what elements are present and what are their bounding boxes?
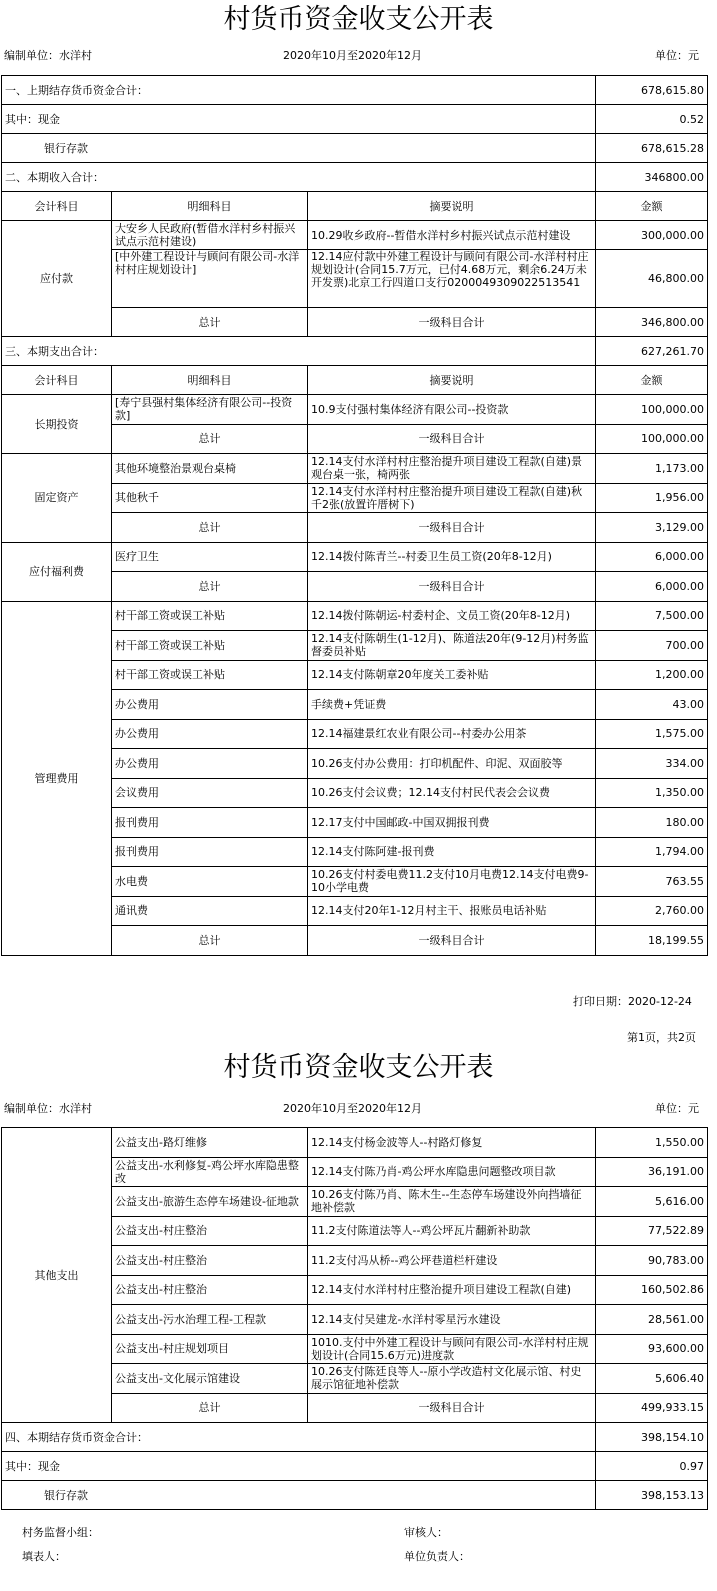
table-row — [2, 454, 708, 484]
total-amount: 499,933.15 — [596, 1393, 708, 1423]
total-desc: 一级科目合计 — [308, 308, 596, 337]
col-detail: 明细科目 — [112, 192, 308, 221]
summary-label: 四、本期结存货币资金合计： — [2, 1423, 596, 1452]
account-cell: 长期投资 — [2, 395, 112, 454]
total-desc: 一级科目合计 — [308, 513, 596, 543]
amount-cell: 1,200.00 — [596, 660, 708, 690]
amount-cell: 700.00 — [596, 631, 708, 661]
summary-row — [2, 76, 708, 105]
total-amount: 3,129.00 — [596, 513, 708, 543]
desc-cell: 10.26支付办公费用：打印机配件、印泥、双面胶等 — [308, 749, 596, 779]
summary-label: 二、本期收入合计： — [2, 163, 596, 192]
summary-row — [2, 163, 708, 192]
total-desc: 一级科目合计 — [308, 1393, 596, 1423]
desc-cell: 手续费+凭证费 — [308, 690, 596, 720]
detail-cell: 报刊费用 — [112, 808, 308, 838]
supervision-group-label: 村务监督小组： — [22, 1526, 99, 1539]
detail-cell: 大安乡人民政府(暂借水洋村乡村振兴试点示范村建设) — [112, 221, 308, 250]
account-cell: 应付福利费 — [2, 542, 112, 601]
detail-cell: 公益支出-污水治理工程-工程款 — [112, 1305, 308, 1335]
amount-cell: 46,800.00 — [596, 250, 708, 308]
amount-cell: 160,502.86 — [596, 1275, 708, 1305]
detail-cell: 公益支出-路灯维修 — [112, 1128, 308, 1158]
detail-cell: 村干部工资或误工补贴 — [112, 631, 308, 661]
desc-cell: 1010.支付中外建工程设计与顾问有限公司-水洋村村庄规划设计(合同15.6万元)进度款 — [308, 1334, 596, 1364]
desc-cell — [308, 250, 596, 308]
amount-cell: 763.55 — [596, 867, 708, 897]
print-date: 打印日期：2020-12-24 — [573, 995, 692, 1008]
page-number: 第1页，共2页 — [627, 1031, 696, 1044]
total-amount: 6,000.00 — [596, 572, 708, 602]
summary-label: 银行存款 — [2, 1481, 596, 1510]
reviewer-label: 审核人： — [404, 1526, 448, 1539]
desc-cell: 12.14福建景红农业有限公司--村委办公用茶 — [308, 719, 596, 749]
ledger-table-page1 — [1, 75, 708, 956]
col-detail: 明细科目 — [112, 366, 308, 395]
amount-cell: 334.00 — [596, 749, 708, 779]
filler-label: 填表人： — [22, 1550, 66, 1563]
summary-label: 其中：现金 — [2, 1452, 596, 1481]
summary-value: 678,615.28 — [596, 134, 708, 163]
account-cell: 管理费用 — [2, 601, 112, 955]
currency-unit: 单位：元 — [655, 1102, 699, 1115]
summary-value: 0.97 — [596, 1452, 708, 1481]
detail-cell: 公益支出-水利修复-鸡公坪水库隐患整改 — [112, 1157, 308, 1187]
desc-cell: 12.14支付吴建龙-水洋村零星污水建设 — [308, 1305, 596, 1335]
amount-cell: 90,783.00 — [596, 1246, 708, 1276]
total-desc: 一级科目合计 — [308, 572, 596, 602]
desc-cell: 12.14支付20年1-12月村主干、报账员电话补贴 — [308, 896, 596, 926]
amount-cell: 77,522.89 — [596, 1216, 708, 1246]
desc-cell: 12.14支付水洋村村庄整治提升项目建设工程款(自建) — [308, 1275, 596, 1305]
summary-value: 346800.00 — [596, 163, 708, 192]
account-cell: 应付款 — [2, 221, 112, 337]
desc-cell: 12.14支付陈阿建-报刊费 — [308, 837, 596, 867]
total-amount: 18,199.55 — [596, 926, 708, 956]
detail-cell: 公益支出-村庄整治 — [112, 1275, 308, 1305]
currency-unit: 单位：元 — [655, 49, 699, 62]
column-header-row — [2, 192, 708, 221]
detail-cell — [112, 250, 308, 308]
desc-cell: 11.2支付陈道法等人--鸡公坪瓦片翻新补助款 — [308, 1216, 596, 1246]
table-row — [2, 601, 708, 631]
other-expense-body — [2, 1128, 708, 1423]
desc-cell: 10.29收乡政府--暂借水洋村乡村振兴试点示范村建设 — [308, 221, 596, 250]
detail-cell: 办公费用 — [112, 719, 308, 749]
col-account: 会计科目 — [2, 192, 112, 221]
amount-cell: 300,000.00 — [596, 221, 708, 250]
desc-cell: 10.26支付陈廷良等人--原小学改造村文化展示馆、村史展示馆征地补偿款 — [308, 1364, 596, 1394]
summary-value: 398,153.13 — [596, 1481, 708, 1510]
table-row — [2, 1128, 708, 1158]
desc-cell: 11.2支付冯从桥--鸡公坪巷道栏杆建设 — [308, 1246, 596, 1276]
summary-label: 三、本期支出合计： — [2, 337, 596, 366]
detail-cell: 水电费 — [112, 867, 308, 897]
amount-cell: 1,794.00 — [596, 837, 708, 867]
detail-cell: 公益支出-村庄规划项目 — [112, 1334, 308, 1364]
page-title: 村货币资金收支公开表 — [223, 1052, 494, 1083]
amount-cell: 180.00 — [596, 808, 708, 838]
amount-cell: 1,550.00 — [596, 1128, 708, 1158]
summary-label: 银行存款 — [2, 134, 596, 163]
desc-cell: 12.14支付陈朝生(1-12月)、陈道法20年(9-12月)村务监督委员补贴 — [308, 631, 596, 661]
detail-cell: 会议费用 — [112, 778, 308, 808]
amount-cell: 28,561.00 — [596, 1305, 708, 1335]
detail-cell: 公益支出-旅游生态停车场建设-征地款 — [112, 1187, 308, 1217]
summary-value: 0.52 — [596, 105, 708, 134]
detail-cell: 村干部工资或误工补贴 — [112, 601, 308, 631]
amount-cell: 1,173.00 — [596, 454, 708, 484]
summary-row — [2, 337, 708, 366]
amount-cell: 43.00 — [596, 690, 708, 720]
desc-text: 12.14应付款中外建工程设计与顾问有限公司-水洋村村庄规划设计(合同15.7万元，已付4.68万元，剩余6.24万未开发票)北京工行四道口支行0200049309022513541 — [311, 250, 589, 289]
detail-cell: 村干部工资或误工补贴 — [112, 660, 308, 690]
detail-cell: 公益支出-村庄整治 — [112, 1216, 308, 1246]
total-label: 总计 — [112, 572, 308, 602]
table-row — [2, 221, 708, 250]
summary-value: 627,261.70 — [596, 337, 708, 366]
amount-cell: 1,956.00 — [596, 483, 708, 513]
desc-cell: 12.14支付陈乃肖-鸡公坪水库隐患问题整改项目款 — [308, 1157, 596, 1187]
summary-row — [2, 134, 708, 163]
detail-cell: 通讯费 — [112, 896, 308, 926]
desc-cell: 12.14支付水洋村村庄整治提升项目建设工程款(自建)景观台桌一张，椅两张 — [308, 454, 596, 484]
total-desc: 一级科目合计 — [308, 926, 596, 956]
total-desc: 一级科目合计 — [308, 424, 596, 454]
detail-cell: 报刊费用 — [112, 837, 308, 867]
summary-row — [2, 1452, 708, 1481]
amount-cell: 7,500.00 — [596, 601, 708, 631]
desc-cell: 10.9支付强村集体经济有限公司--投资款 — [308, 395, 596, 425]
desc-cell: 12.14支付水洋村村庄整治提升项目建设工程款(自建)秋千2张(放置许厝树下) — [308, 483, 596, 513]
summary-value: 398,154.10 — [596, 1423, 708, 1452]
compiling-unit: 编制单位：水洋村 — [4, 49, 92, 62]
unit-leader-label: 单位负责人： — [404, 1550, 470, 1563]
summary-value: 678,615.80 — [596, 76, 708, 105]
ledger-table-page2 — [1, 1127, 708, 1510]
report-period: 2020年10月至2020年12月 — [283, 49, 422, 62]
total-label: 总计 — [112, 308, 308, 337]
detail-cell: 医疗卫生 — [112, 542, 308, 572]
detail-cell: 其他环境整治景观台桌椅 — [112, 454, 308, 484]
table-row — [2, 542, 708, 572]
desc-cell: 12.14支付杨金波等人--村路灯修复 — [308, 1128, 596, 1158]
summary-label: 一、上期结存货币资金合计： — [2, 76, 596, 105]
detail-cell: [寿宁县强村集体经济有限公司--投资款] — [112, 395, 308, 425]
desc-cell: 10.26支付村委电费11.2支付10月电费12.14支付电费9-10小学电费 — [308, 867, 596, 897]
total-label: 总计 — [112, 926, 308, 956]
amount-cell: 5,616.00 — [596, 1187, 708, 1217]
account-cell: 其他支出 — [2, 1128, 112, 1423]
total-label: 总计 — [112, 1393, 308, 1423]
detail-text: [中外建工程设计与顾问有限公司-水洋村村庄规划设计] — [115, 249, 300, 276]
detail-cell: 公益支出-村庄整治 — [112, 1246, 308, 1276]
total-label: 总计 — [112, 424, 308, 454]
amount-cell: 5,606.40 — [596, 1364, 708, 1394]
desc-cell: 12.14拨付陈青兰--村委卫生员工资(20年8-12月) — [308, 542, 596, 572]
detail-cell: 其他秋千 — [112, 483, 308, 513]
detail-cell: 办公费用 — [112, 690, 308, 720]
account-cell: 固定资产 — [2, 454, 112, 543]
amount-cell: 1,350.00 — [596, 778, 708, 808]
desc-cell: 10.26支付陈乃肖、陈木生--生态停车场建设外向挡墙征地补偿款 — [308, 1187, 596, 1217]
desc-cell: 10.26支付会议费；12.14支付村民代表会会议费 — [308, 778, 596, 808]
col-amount: 金额 — [596, 192, 708, 221]
amount-cell: 36,191.00 — [596, 1157, 708, 1187]
report-period: 2020年10月至2020年12月 — [283, 1102, 422, 1115]
amount-cell: 6,000.00 — [596, 542, 708, 572]
summary-row — [2, 1423, 708, 1452]
column-header-row — [2, 366, 708, 395]
total-label: 总计 — [112, 513, 308, 543]
col-amount: 金额 — [596, 366, 708, 395]
detail-cell: 办公费用 — [112, 749, 308, 779]
detail-cell: 公益支出-文化展示馆建设 — [112, 1364, 308, 1394]
total-amount: 100,000.00 — [596, 424, 708, 454]
amount-cell: 100,000.00 — [596, 395, 708, 425]
amount-cell: 2,760.00 — [596, 896, 708, 926]
amount-cell: 93,600.00 — [596, 1334, 708, 1364]
total-amount: 346,800.00 — [596, 308, 708, 337]
desc-cell: 12.17支付中国邮政-中国双拥报刊费 — [308, 808, 596, 838]
col-account: 会计科目 — [2, 366, 112, 395]
compiling-unit: 编制单位：水洋村 — [4, 1102, 92, 1115]
page-title: 村货币资金收支公开表 — [223, 4, 494, 35]
expense-body — [2, 395, 708, 956]
desc-cell: 12.14拨付陈朝运-村委村企、文员工资(20年8-12月) — [308, 601, 596, 631]
amount-cell: 1,575.00 — [596, 719, 708, 749]
desc-cell: 12.14支付陈朝章20年度关工委补贴 — [308, 660, 596, 690]
table-row — [2, 395, 708, 425]
col-desc: 摘要说明 — [308, 192, 596, 221]
col-desc: 摘要说明 — [308, 366, 596, 395]
summary-row — [2, 1481, 708, 1510]
summary-label: 其中：现金 — [2, 105, 596, 134]
summary-row — [2, 105, 708, 134]
